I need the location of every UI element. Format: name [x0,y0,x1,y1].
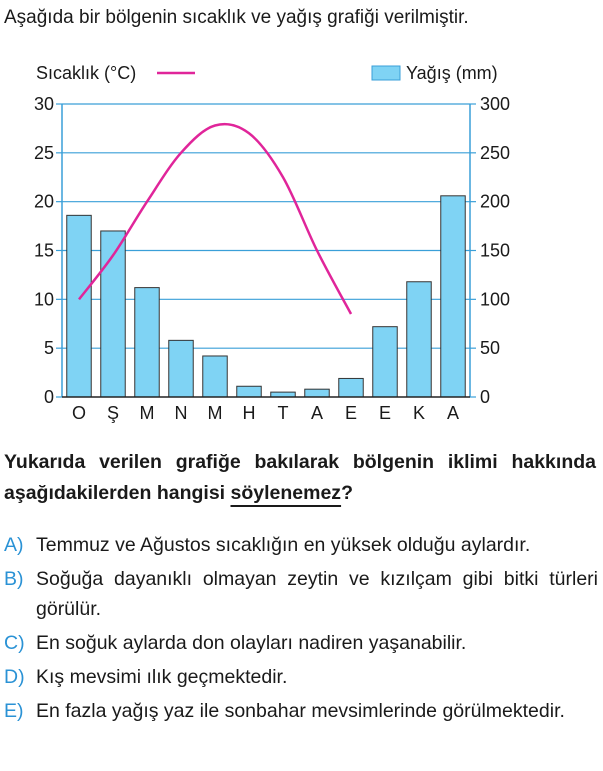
x-tick-label: E [378,403,392,423]
x-tick-label: O [71,403,87,423]
option-letter: C) [4,632,25,654]
precipitation-bar [203,356,227,397]
x-tick-label: K [412,403,426,423]
x-tick-label: A [446,403,460,423]
option-letter: D) [4,666,25,688]
precipitation-bar [441,196,465,397]
right-tick-label: 100 [480,289,511,310]
precipitation-bar [237,386,261,397]
option-e[interactable] [4,696,598,726]
option-letter: B) [4,568,24,590]
legend [36,63,498,83]
question [4,447,596,509]
left-tick-label: 25 [33,142,54,163]
option-b[interactable] [4,564,598,624]
right-tick-label: 150 [480,240,511,261]
right-tick-label: 50 [480,338,501,359]
left-tick-label: 0 [43,387,54,407]
option-text: Temmuz ve Ağustos sıcaklığın en yüksek olduğu aylardır. [36,534,531,556]
x-tick-label: T [277,403,289,423]
right-tick-label: 0 [480,387,491,407]
x-tick-label: E [344,403,358,423]
right-tick-label: 300 [480,94,511,114]
x-tick-label: N [174,403,188,423]
legend-precipitation-label: Yağış (mm) [406,63,498,83]
option-d[interactable] [4,662,598,692]
x-tick-label: A [310,403,324,423]
precipitation-bar [67,215,91,397]
intro-text: Aşağıda bir bölgenin sıcaklık ve yağış grafiği verilmiştir. [4,7,469,28]
option-letter: E) [4,700,24,722]
left-tick-label: 5 [43,338,54,359]
right-tick-label: 250 [480,142,511,163]
climate-chart [0,55,603,435]
question-suffix: ? [341,482,353,504]
left-tick-label: 10 [33,289,54,310]
option-c[interactable] [4,628,598,658]
legend-temperature-label: Sıcaklık (°C) [36,63,137,83]
option-a[interactable] [4,530,598,560]
left-tick-label: 30 [33,94,54,114]
bars [67,196,465,397]
right-tick-label: 200 [480,191,511,212]
left-tick-label: 15 [33,240,54,261]
option-text: En soğuk aylarda don olayları nadiren yaşanabilir. [36,632,467,654]
option-text: Kış mevsimi ılık geçmektedir. [36,666,288,688]
option-text: Soğuğa dayanıklı olmayan zeytin ve kızılçam gibi bitki türleri görülür. [36,568,598,620]
precipitation-bar [407,282,431,397]
precipitation-bar [373,327,397,397]
left-tick-label: 20 [33,191,54,212]
x-tick-label: Ş [106,403,120,423]
precipitation-bar [135,288,159,397]
question-prefix: Yukarıda verilen grafiğe bakılarak bölgenin iklimi hakkında aşağıdakilerden hangisi [4,451,596,504]
legend-precipitation-swatch [372,66,400,80]
precipitation-bar [169,340,193,397]
option-letter: A) [4,534,24,556]
precipitation-bar [339,378,363,397]
precipitation-bar [305,389,329,397]
option-text: En fazla yağış yaz ile sonbahar mevsimlerinde görülmektedir. [36,700,565,722]
question-emphasis: söylenemez [230,482,342,504]
x-tick-label: M [207,403,223,423]
x-tick-label: H [242,403,256,423]
x-tick-label: M [139,403,155,423]
answer-options [4,530,598,730]
